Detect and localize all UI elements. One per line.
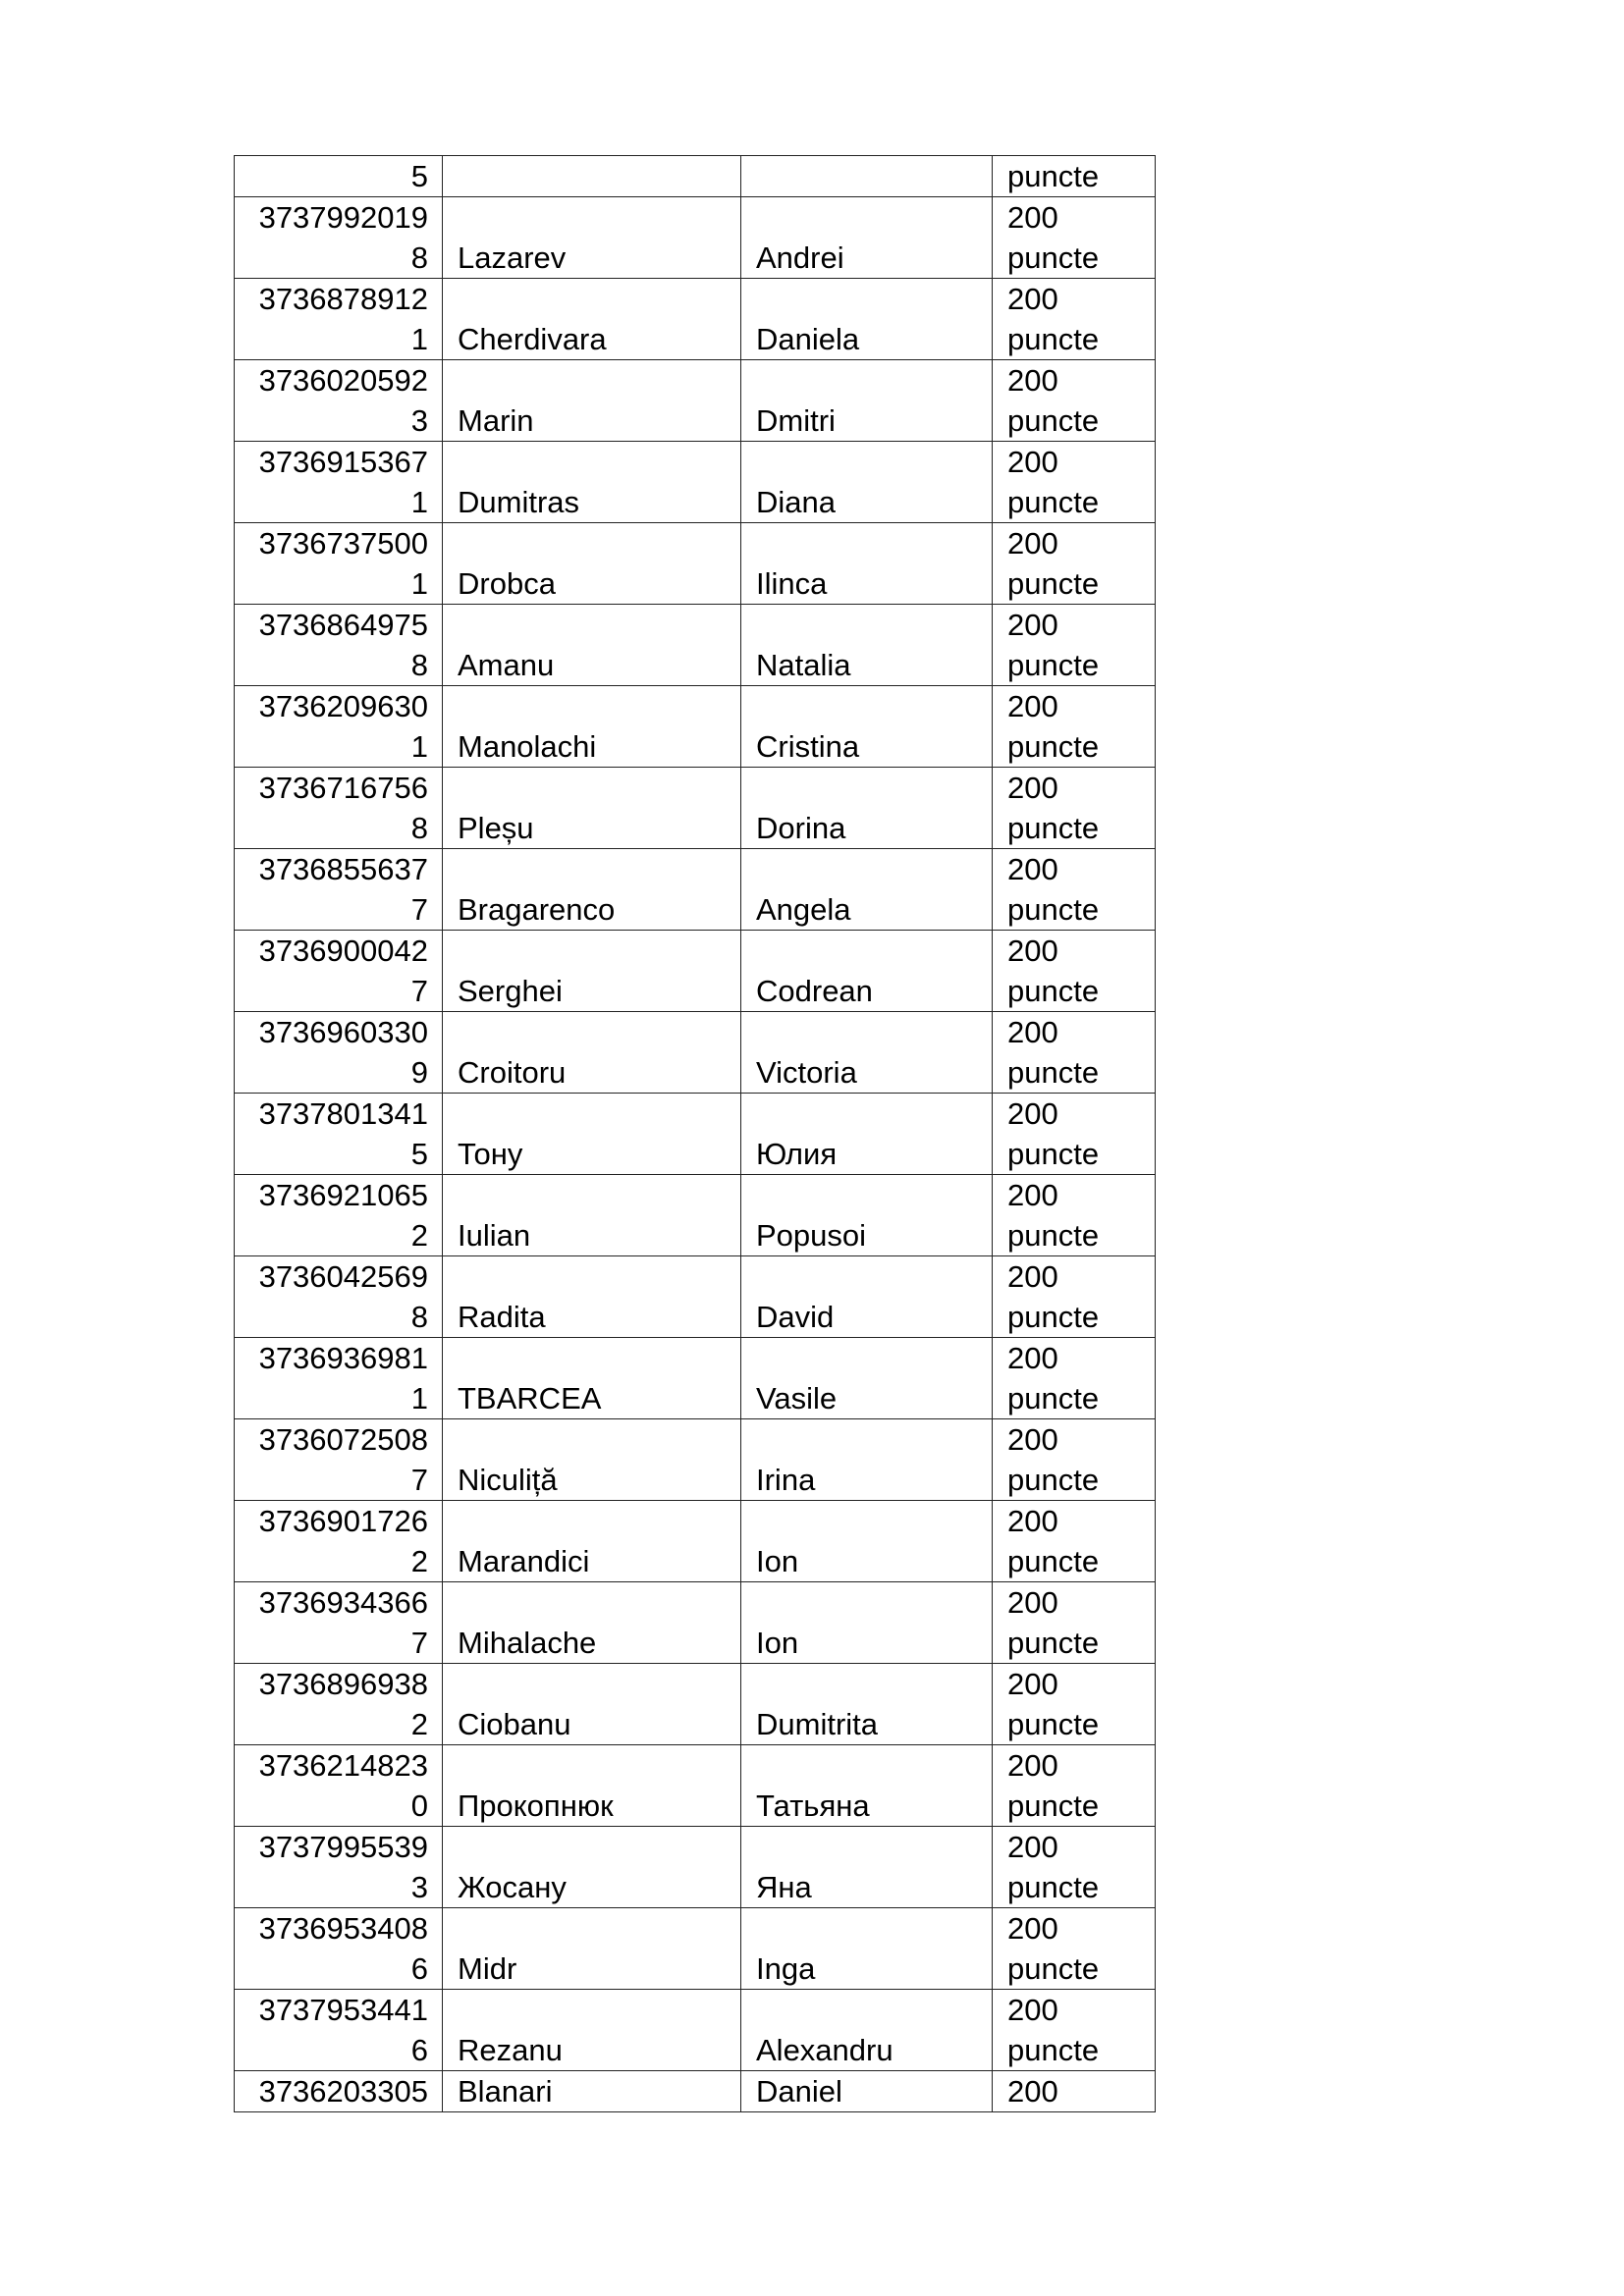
phone-cell (235, 1827, 443, 1908)
points-unit: puncte (1007, 1055, 1100, 1090)
first-name: Dumitrita (756, 1707, 879, 1741)
table-row (235, 849, 1156, 931)
points-cell (993, 768, 1156, 849)
points-value: 200 (1007, 1178, 1058, 1212)
points-cell (993, 1664, 1156, 1745)
phone-number-last-digit: 3 (410, 1870, 428, 1904)
phone-number-last-digit: 1 (410, 1381, 428, 1415)
phone-number-part: 3736020592 (258, 363, 428, 398)
points-cell (993, 686, 1156, 768)
last-name: Mihalache (458, 1626, 597, 1660)
points-value: 200 (1007, 200, 1058, 235)
table-row (235, 279, 1156, 360)
table-row (235, 1664, 1156, 1745)
points-value: 200 (1007, 1015, 1058, 1049)
phone-number-part: 3737992019 (258, 200, 428, 235)
phone-number-part: 3736864975 (258, 608, 428, 642)
last-name: Midr (458, 1951, 517, 1986)
phone-number-part: 3736072508 (258, 1422, 428, 1457)
last-name: Pleșu (458, 811, 534, 845)
last-name-cell (443, 605, 741, 686)
points-cell: puncte (993, 156, 1156, 197)
points-cell (993, 442, 1156, 523)
last-name-cell (443, 1827, 741, 1908)
last-name: Dumitras (458, 485, 580, 519)
points-unit: puncte (1007, 892, 1100, 927)
table-row (235, 1827, 1156, 1908)
first-name-cell: Daniel (741, 2071, 993, 2112)
last-name-cell: Blanari (443, 2071, 741, 2112)
phone-number-part: 3736214823 (258, 1748, 428, 1783)
last-name-cell (443, 1582, 741, 1664)
points-cell (993, 1419, 1156, 1501)
first-name: Ion (756, 1626, 799, 1660)
first-name: Ilinca (756, 566, 828, 601)
last-name: Lazarev (458, 240, 567, 275)
phone-number-last-digit: 7 (410, 1626, 428, 1660)
points-unit: puncte (1007, 1218, 1100, 1253)
phone-cell (235, 1745, 443, 1827)
first-name-cell (741, 686, 993, 768)
last-name: Прокопнюк (458, 1789, 614, 1823)
points-value: 200 (1007, 1341, 1058, 1375)
table-row-last (235, 2071, 1156, 2112)
points-cell: 200 (993, 2071, 1156, 2112)
first-name: Ion (756, 1544, 799, 1578)
phone-cell (235, 1175, 443, 1256)
first-name: Popusoi (756, 1218, 867, 1253)
points-value: 200 (1007, 608, 1058, 642)
points-value: 200 (1007, 1259, 1058, 1294)
points-value: 200 (1007, 1422, 1058, 1457)
phone-cell (235, 686, 443, 768)
first-name: Яна (756, 1870, 812, 1904)
last-name-cell (443, 1419, 741, 1501)
first-name-cell (741, 1012, 993, 1094)
table-row (235, 1094, 1156, 1175)
phone-number-part: 3737953441 (258, 1993, 428, 2027)
last-name: Жосану (458, 1870, 567, 1904)
points-cell (993, 1256, 1156, 1338)
points-unit: puncte (1007, 1626, 1100, 1660)
points-cell (993, 1338, 1156, 1419)
table-row (235, 197, 1156, 279)
table-row (235, 1908, 1156, 1990)
phone-number-last-digit: 7 (410, 974, 428, 1008)
last-name-cell (443, 1012, 741, 1094)
last-name: Marandici (458, 1544, 590, 1578)
phone-number-part: 3736855637 (258, 852, 428, 886)
points-cell (993, 1582, 1156, 1664)
last-name: Ciobanu (458, 1707, 571, 1741)
first-name: Dmitri (756, 403, 836, 438)
first-name-cell (741, 156, 993, 197)
last-name: TBARCEA (458, 1381, 602, 1415)
points-cell (993, 1908, 1156, 1990)
last-name-cell (443, 931, 741, 1012)
first-name: Daniela (756, 322, 860, 356)
last-name-cell (443, 1256, 741, 1338)
phone-cell (235, 197, 443, 279)
points-value: 200 (1007, 526, 1058, 561)
last-name: Bragarenco (458, 892, 616, 927)
points-value: 200 (1007, 1585, 1058, 1620)
points-value: 200 (1007, 771, 1058, 805)
points-cell (993, 605, 1156, 686)
first-name-cell (741, 1582, 993, 1664)
last-name-cell (443, 156, 741, 197)
first-name: Andrei (756, 240, 844, 275)
phone-number-part: 3736921065 (258, 1178, 428, 1212)
points-unit: puncte (1007, 1544, 1100, 1578)
points-unit: puncte (1007, 1137, 1100, 1171)
last-name-cell (443, 1664, 741, 1745)
points-unit: puncte (1007, 1463, 1100, 1497)
phone-number-last-digit: 8 (410, 1300, 428, 1334)
last-name-cell (443, 360, 741, 442)
points-unit: puncte (1007, 403, 1100, 438)
table-row (235, 1582, 1156, 1664)
phone-number-last-digit: 5 (410, 1137, 428, 1171)
phone-cell (235, 1664, 443, 1745)
first-name-cell (741, 1745, 993, 1827)
last-name-cell (443, 1908, 741, 1990)
phone-number-part: 3736900042 (258, 934, 428, 968)
phone-number-part: 3736896938 (258, 1667, 428, 1701)
table-row (235, 360, 1156, 442)
first-name-cell (741, 849, 993, 931)
first-name-cell (741, 931, 993, 1012)
phone-number-last-digit: 7 (410, 892, 428, 927)
first-name: Dorina (756, 811, 846, 845)
phone-number-part: 3736209630 (258, 689, 428, 723)
points-cell (993, 1990, 1156, 2071)
last-name: Rezanu (458, 2033, 563, 2067)
points-unit: puncte (1007, 566, 1100, 601)
phone-number-part: 3736953408 (258, 1911, 428, 1946)
last-name: Manolachi (458, 729, 597, 764)
last-name-cell (443, 1094, 741, 1175)
phone-number-last-digit: 1 (410, 322, 428, 356)
phone-number-part: 3736936981 (258, 1341, 428, 1375)
phone-number-last-digit: 8 (410, 240, 428, 275)
last-name-cell (443, 1745, 741, 1827)
phone-number-last-digit: 2 (410, 1218, 428, 1253)
points-value: 200 (1007, 282, 1058, 316)
table-row (235, 686, 1156, 768)
first-name-cell (741, 1175, 993, 1256)
last-name: Croitoru (458, 1055, 567, 1090)
phone-number-part: 3736716756 (258, 771, 428, 805)
last-name-cell (443, 197, 741, 279)
points-cell (993, 360, 1156, 442)
table-row (235, 1501, 1156, 1582)
first-name: Natalia (756, 648, 851, 682)
points-cell (993, 1827, 1156, 1908)
last-name: Drobca (458, 566, 556, 601)
phone-cell (235, 1338, 443, 1419)
phone-number-last-digit: 6 (410, 1951, 428, 1986)
phone-cell (235, 1256, 443, 1338)
phone-number-last-digit: 2 (410, 1707, 428, 1741)
participants-table (234, 155, 1156, 2112)
last-name: Marin (458, 403, 534, 438)
first-name: Victoria (756, 1055, 857, 1090)
points-cell (993, 1094, 1156, 1175)
phone-number-last-digit: 1 (410, 729, 428, 764)
phone-cell (235, 523, 443, 605)
points-unit: puncte (1007, 1381, 1100, 1415)
first-name: Codrean (756, 974, 873, 1008)
points-value: 200 (1007, 852, 1058, 886)
phone-cell (235, 849, 443, 931)
points-cell (993, 1745, 1156, 1827)
points-value: 200 (1007, 1911, 1058, 1946)
points-cell (993, 1012, 1156, 1094)
last-name-cell (443, 279, 741, 360)
points-unit: puncte (1007, 322, 1100, 356)
table-row (235, 605, 1156, 686)
first-name: David (756, 1300, 835, 1334)
last-name-cell (443, 442, 741, 523)
phone-number-last-digit: 0 (410, 1789, 428, 1823)
points-value: 200 (1007, 1993, 1058, 2027)
table-body (235, 156, 1156, 2112)
table-row (235, 1990, 1156, 2071)
table-row (235, 1256, 1156, 1338)
points-unit: puncte (1007, 2033, 1100, 2067)
table-row (235, 1419, 1156, 1501)
phone-cell (235, 1908, 443, 1990)
phone-cell (235, 768, 443, 849)
phone-number-part: 3736901726 (258, 1504, 428, 1538)
phone-number-part: 3736915367 (258, 445, 428, 479)
first-name-cell (741, 197, 993, 279)
first-name-cell (741, 442, 993, 523)
first-name-cell (741, 360, 993, 442)
phone-number-last-digit: 1 (410, 485, 428, 519)
first-name-cell (741, 1256, 993, 1338)
phone-number-last-digit: 6 (410, 2033, 428, 2067)
points-unit: puncte (1007, 1789, 1100, 1823)
table-row (235, 1745, 1156, 1827)
last-name-cell (443, 1990, 741, 2071)
phone-cell (235, 442, 443, 523)
phone-number-part: 3736042569 (258, 1259, 428, 1294)
last-name-cell (443, 849, 741, 931)
last-name: Amanu (458, 648, 555, 682)
phone-cell (235, 931, 443, 1012)
last-name: Cherdivara (458, 322, 607, 356)
first-name: Vasile (756, 1381, 838, 1415)
last-name: Iulian (458, 1218, 531, 1253)
first-name-cell (741, 1094, 993, 1175)
phone-cell (235, 1582, 443, 1664)
points-value: 200 (1007, 1830, 1058, 1864)
table-row (235, 1175, 1156, 1256)
first-name: Alexandru (756, 2033, 893, 2067)
phone-number-part: 3736737500 (258, 526, 428, 561)
last-name-cell (443, 1175, 741, 1256)
phone-cell (235, 1094, 443, 1175)
phone-cell (235, 1501, 443, 1582)
points-cell (993, 1501, 1156, 1582)
first-name: Inga (756, 1951, 816, 1986)
points-unit: puncte (1007, 648, 1100, 682)
last-name-cell (443, 1338, 741, 1419)
phone-number-last-digit: 8 (410, 648, 428, 682)
phone-number-last-digit: 9 (410, 1055, 428, 1090)
first-name-cell (741, 279, 993, 360)
table-row (235, 523, 1156, 605)
points-value: 200 (1007, 445, 1058, 479)
first-name: Irina (756, 1463, 816, 1497)
table-row (235, 931, 1156, 1012)
first-name-cell (741, 1338, 993, 1419)
last-name-cell (443, 686, 741, 768)
table-row (235, 1012, 1156, 1094)
phone-cell: 3736203305 (235, 2071, 443, 2112)
first-name-cell (741, 1908, 993, 1990)
points-value: 200 (1007, 363, 1058, 398)
first-name-cell (741, 1664, 993, 1745)
phone-cell (235, 1419, 443, 1501)
first-name: Cristina (756, 729, 860, 764)
points-value: 200 (1007, 1504, 1058, 1538)
points-cell (993, 931, 1156, 1012)
first-name: Diana (756, 485, 836, 519)
first-name-cell (741, 523, 993, 605)
points-cell (993, 197, 1156, 279)
points-unit: puncte (1007, 485, 1100, 519)
table-row-first (235, 156, 1156, 197)
phone-cell (235, 360, 443, 442)
points-cell (993, 523, 1156, 605)
phone-number-last-digit: 8 (410, 811, 428, 845)
first-name-cell (741, 1501, 993, 1582)
points-value: 200 (1007, 1748, 1058, 1783)
points-unit: puncte (1007, 1707, 1100, 1741)
phone-cell (235, 279, 443, 360)
points-unit: puncte (1007, 1951, 1100, 1986)
points-unit: puncte (1007, 240, 1100, 275)
phone-number-part: 3737995539 (258, 1830, 428, 1864)
points-unit: puncte (1007, 729, 1100, 764)
last-name-cell (443, 1501, 741, 1582)
first-name: Татьяна (756, 1789, 870, 1823)
phone-cell (235, 1990, 443, 2071)
phone-cell (235, 605, 443, 686)
phone-number-last-digit: 1 (410, 566, 428, 601)
points-value: 200 (1007, 1667, 1058, 1701)
first-name-cell (741, 605, 993, 686)
phone-number-part: 3736878912 (258, 282, 428, 316)
first-name: Юлия (756, 1137, 838, 1171)
phone-number-last-digit: 2 (410, 1544, 428, 1578)
points-unit: puncte (1007, 1870, 1100, 1904)
first-name-cell (741, 768, 993, 849)
points-value: 200 (1007, 689, 1058, 723)
phone-number-last-digit: 7 (410, 1463, 428, 1497)
points-unit: puncte (1007, 811, 1100, 845)
points-value: 200 (1007, 934, 1058, 968)
table-row (235, 1338, 1156, 1419)
points-cell (993, 1175, 1156, 1256)
phone-number-part: 3736934366 (258, 1585, 428, 1620)
first-name-cell (741, 1419, 993, 1501)
last-name: Radita (458, 1300, 546, 1334)
last-name-cell (443, 768, 741, 849)
table-row (235, 442, 1156, 523)
phone-number-part: 3736960330 (258, 1015, 428, 1049)
first-name-cell (741, 1827, 993, 1908)
phone-cell (235, 1012, 443, 1094)
phone-number-part: 3737801341 (258, 1096, 428, 1131)
first-name-cell (741, 1990, 993, 2071)
points-cell (993, 279, 1156, 360)
phone-cell: 5 (235, 156, 443, 197)
last-name: Тону (458, 1137, 523, 1171)
last-name-cell (443, 523, 741, 605)
points-cell (993, 849, 1156, 931)
points-unit: puncte (1007, 1300, 1100, 1334)
last-name: Niculiță (458, 1463, 558, 1497)
points-value: 200 (1007, 1096, 1058, 1131)
last-name: Serghei (458, 974, 563, 1008)
points-unit: puncte (1007, 974, 1100, 1008)
phone-number-last-digit: 3 (410, 403, 428, 438)
first-name: Angela (756, 892, 851, 927)
table-row (235, 768, 1156, 849)
